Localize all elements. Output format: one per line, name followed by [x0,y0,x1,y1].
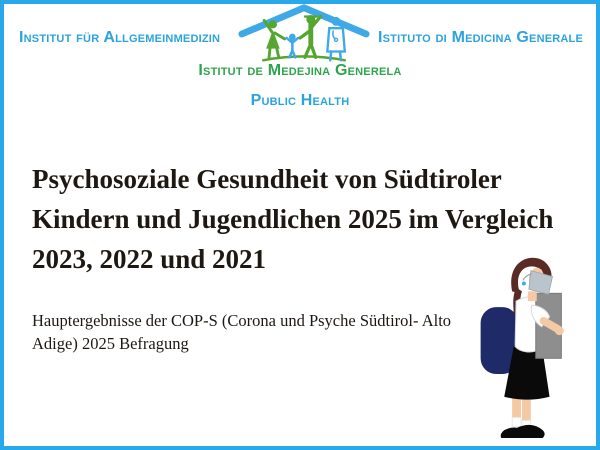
girl-neck [528,291,537,301]
girl-back-sock [512,417,521,426]
institution-name-ladin: Istitut de Medejina Generela [198,62,402,79]
girl-earring [522,282,526,286]
title-line-3: 2023, 2022 und 2021 [32,244,267,274]
schoolgirl-illustration [470,250,570,442]
institution-name-italian: Istituto di Medicina Generale [378,29,583,46]
girl-hand [555,326,564,335]
logo-man-figure [300,15,320,57]
public-health-label: Public Health [250,92,350,109]
family-house-logo-icon [236,4,372,66]
logo-roof [242,8,366,34]
logo-child-figure [287,34,299,58]
subtitle-line-2: Adige) 2025 Befragung [32,334,189,353]
slide-subtitle [32,309,451,355]
title-line-1: Psychosoziale Gesundheit von Südtiroler [32,164,502,194]
subtitle-line-1: Hauptergebnisse der COP-S (Corona und Psyche Südtirol- Alto [32,311,452,330]
title-line-2: Kindern und Jugendlichen 2025 im Vergleich [32,204,554,234]
institution-name-german: Institut für Allgemeinmedizin [19,29,221,46]
logo-woman-figure [264,20,284,57]
girl-front-shoe [513,425,544,438]
